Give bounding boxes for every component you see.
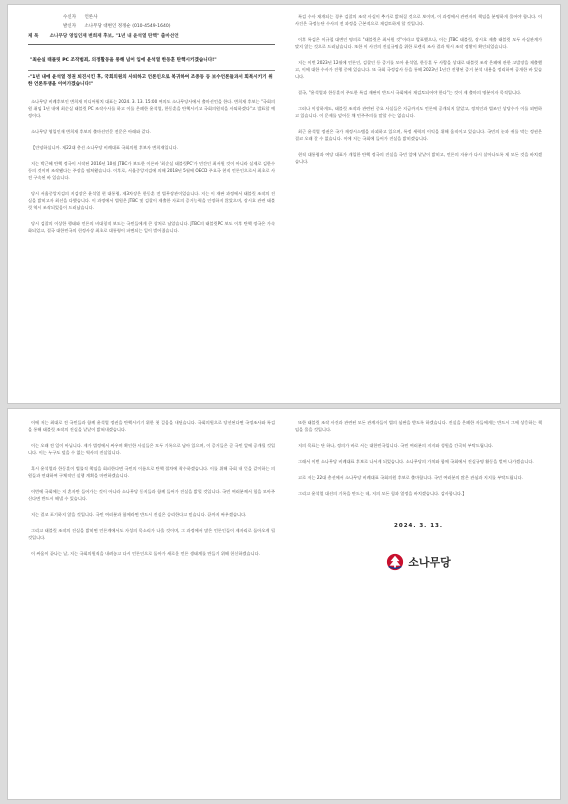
paragraph: 저는 박근혜 탄핵 정국이 시작된 2016년 10월 JTBC가 보도한 이른바 '최순실 태블릿PC'가 민간인 최서원 것이 아니라 실제로 김한수 등의 것이며 조작됐다는 주장을 펼쳐왔습니다. 이후로, 서울중앙지검에 의해 2018년 5월에 OECD 주요국 현직 언론인으로서 최초로 사전 구속된 바 있습니다. xyxy=(28,161,275,180)
paragraph: 그러나 이상하게도, 태블릿 조작과 관련된 중요 사실들은 지금까지도 언론에 공개되지 않았고, 정치인과 법조인 상당수가 이를 외면하고 있습니다. 이 문제를 덮어둔 채 민주주의를 말할 수는 없습니다. xyxy=(295,106,542,118)
paragraph: 그리고 태블릿 조작의 진실을 밝히면 언론계에서도 자성의 목소리가 나올 것이며, 그 과정에서 많은 언론인들이 제자리로 돌아오게 될 것입니다. xyxy=(28,528,275,540)
sender-label: 발신자 xyxy=(63,24,77,29)
paragraph: 특검 수사 재개되는 경우 검찰의 조작 사실이 추가로 밝혀질 것으로 보이며, 이 과정에서 관련자의 책임을 분명하게 물어야 합니다. 이 사건은 국정농단 수사의 전 과정을 근본적으로 재검토하게 할 것입니다. xyxy=(295,14,542,26)
paragraph: 소나무당 비례후보인 변희재 미디어워치 대표는 2024. 3. 13. 15:00 여의도 소나무당사에서 출마선언을 한다. 변희재 후보는 "국회의원 취임 1년 내에 최순실 태블릿 PC 조작수사를 하고 이를 은폐한 윤석열, 한동훈을 탄핵시키고 국회의원직을 사퇴하겠다"고 발표할 예정이다. xyxy=(28,99,276,118)
paragraph: 최근 윤석열 정권은 국가 재정시스템을 파괴하고 있으며, 특정 세력의 이익을 위해 움직이고 있습니다. 국민의 눈과 귀를 막는 정권은 결코 오래 갈 수 없습니다. 이에 저는 국회에 들어가 진실을 밝히겠습니다. xyxy=(295,129,542,141)
subject-value: 소나무당 영입인재 변희재 후보, "1년 내 윤석열 탄핵" 출마선언 xyxy=(49,34,179,39)
page2-left-column xyxy=(28,419,275,566)
paragraph: 이번에 국회에는 저 혼자만 들어가는 것이 아니라 소나무당 동지들과 함께 들어가 진실을 밝힐 것입니다. 국민 여러분께서 힘을 모아주신다면 반드시 해낼 수 있습니다. xyxy=(28,489,275,501)
sender-line xyxy=(63,22,275,31)
recipient-label: 수신자 xyxy=(63,15,77,20)
recipient-value: 언론사 xyxy=(84,15,98,20)
paragraph: 이후 특검은 이규철 대변인 명의로 "태블릿은 최서원 것"이라고 발표했으나, 이는 JTBC 태블릿, 장시호 제출 태블릿 모두 사실관계가 맞지 않는 것으로 드러났습니다. 또한 이 사건의 진실규명을 위한 포렌식 조사 결과 역시 조작 정황이 확인되었습니다. xyxy=(295,37,542,49)
party-logo xyxy=(295,553,542,571)
paragraph: 그래서 이번 소나무당 비례대표 후보로 나서게 되었습니다. 소나무당의 가치와 함께 국회에서 진실규명 활동을 벌여 나가겠습니다. xyxy=(298,459,534,464)
paragraph: 저의 목표는 단 하나, 정의가 바로 서는 대한민국입니다. 국민 여러분의 지지와 성원을 간곡히 부탁드립니다. xyxy=(298,443,494,448)
paragraph: 현직 대통령과 여당 대표가 개입한 탄핵 정국의 진실을 국민 앞에 낱낱이 밝히고, 언론의 자유가 다시 살아나도록 제 모든 것을 바치겠습니다. xyxy=(295,152,542,164)
page1-right-column xyxy=(295,13,542,174)
paragraph: 이는 오래 전 일이 아닙니다. 제가 법정에서 싸우며 확인한 사실들은 모두 기록으로 남아 있으며, 이 증거들은 곧 국민 앞에 공개될 것입니다. 이는 누구도 덮을 수 없는 역사의 진실입니다. xyxy=(28,443,275,455)
paragraph: 이에 저는 최대로 전 국민들과 함께 윤석열 정권을 탄핵시키기 위한 첫 걸음을 내딛습니다. 국회의원으로 당선된다면 국정조사와 특검을 통해 태블릿 조작의 진실을 낱낱이 밝혀내겠습니다. xyxy=(28,420,275,432)
recipient-line xyxy=(63,13,275,22)
document-page-2 xyxy=(7,408,561,800)
headline-subpoints: -"1년 내에 윤석열 정권 퇴진시킨 후, 국회의원의 사퇴하고 언론인으로 복귀하여 조중동 등 보수언론들과서 회복시키기 위한 언론투쟁을 이어가겠습니다!" xyxy=(28,70,275,88)
page2-right-column xyxy=(295,419,542,571)
sender-value: 소나무당 대변인 정정순 (010-4549-1640) xyxy=(84,24,171,29)
paragraph: 이 싸움이 끝나는 날, 저는 국회의원직을 내려놓고 다시 언론인으로 돌아가 새로운 언론 생태계를 만들기 위해 헌신하겠습니다. xyxy=(31,551,260,556)
subject-label: 제 목 xyxy=(28,34,39,39)
paragraph: 【안녕하십니까. 제22대 총선 소나무당 비례대표 국회의원 후보자 변희재입니다. xyxy=(31,145,178,150)
paragraph: 결국, "윤석열과 한동훈이 주도한 특검 재판이 반드시 국회에서 재검토되어야 한다"는 것이 제 출마의 명분이자 목적입니다. xyxy=(298,90,522,95)
page1-left-body xyxy=(28,98,275,234)
pine-tree-icon xyxy=(386,553,404,571)
paragraph: 혹시 윤석열과 한동훈이 법률적 책임을 회피한다면 국민의 이름으로 탄핵 절차에 착수하겠습니다. 이를 위해 국회 내 뜻을 같이하는 의원들과 연대하여 구체적인 실행 계획을 마련하겠습니다. xyxy=(28,466,275,478)
document-page-1 xyxy=(7,4,561,404)
paragraph: 소나무당 영입인재 변희재 후보의 출마선언문 전문은 아래와 같다. xyxy=(31,129,151,134)
subject-line xyxy=(28,32,275,45)
headline-quote: "최순실 태블릿 PC 조작범죄, 의정활동을 통해 넘어 입에 윤석열 한동훈 탄핵시키겠습니다!" xyxy=(30,58,217,63)
paragraph: 당시 검찰의 이상한 행태와 언론의 비대칭적 보도는 국민들에게 큰 상처로 남았습니다. JTBC의 태블릿PC 보도 이후 탄핵 정국은 가속화되었고, 결국 대한민국의 헌정사상 최초로 대통령이 파면되는 일이 벌어졌습니다. xyxy=(28,221,275,233)
release-date: 2024. 3. 13. xyxy=(394,523,443,529)
paragraph: 또한 태블릿 조작 사건과 관련된 모든 관계자들이 법의 심판을 받도록 하겠습니다. 진실을 은폐한 자들에게는 반드시 그에 상응하는 책임을 물을 것입니다. xyxy=(295,420,542,432)
party-name: 소나무당 xyxy=(408,556,451,569)
paragraph: 저는 이번 2023년 12월에 언론인, 검찰인 등 증거를 모아 윤석열, 한동훈 두 사람을 상대로 태블릿 조작 은폐에 관한 고발장을 제출했고, 이에 대한 수사가 진행 중에 있습니다. 또 국회 국정감사 등을 통해 2023년 1년간 진행된 증거 분석 내용을 정리하여 공개한 바 있습니다. xyxy=(295,60,542,79)
paragraph: 당시 서울중앙지검의 지검장은 윤석열 현 대통령, 제3차장은 한동훈 전 법무장관이었습니다. 저는 이 재판 과정에서 태블릿 조작의 진실을 밝히고자 최선을 다했습니다. 이 과정에서 법원은 JTBC 및 검찰이 제출한 자료의 증거능력을 인정하지 않았으며, 장시호 관련 태블릿 역시 조작되었음이 드러났습니다. xyxy=(28,191,275,210)
paragraph: 그리고 윤석열 대선의 기록을 만드는 데, 저의 모든 힘과 열정을 바치겠습니다. 감사합니다.】 xyxy=(298,491,467,496)
paragraph: 저는 결코 포기하지 않을 것입니다. 국민 여러분과 함께라면 반드시 진실은 승리한다고 믿습니다. 끝까지 싸우겠습니다. xyxy=(31,512,247,517)
paragraph: 고로 저는 22대 총선에서 소나무당 비례대표 국회의원 후보로 출마합니다. 국민 여러분의 많은 관심과 지지를 부탁드립니다. xyxy=(298,475,523,480)
page1-left-column xyxy=(28,13,275,243)
